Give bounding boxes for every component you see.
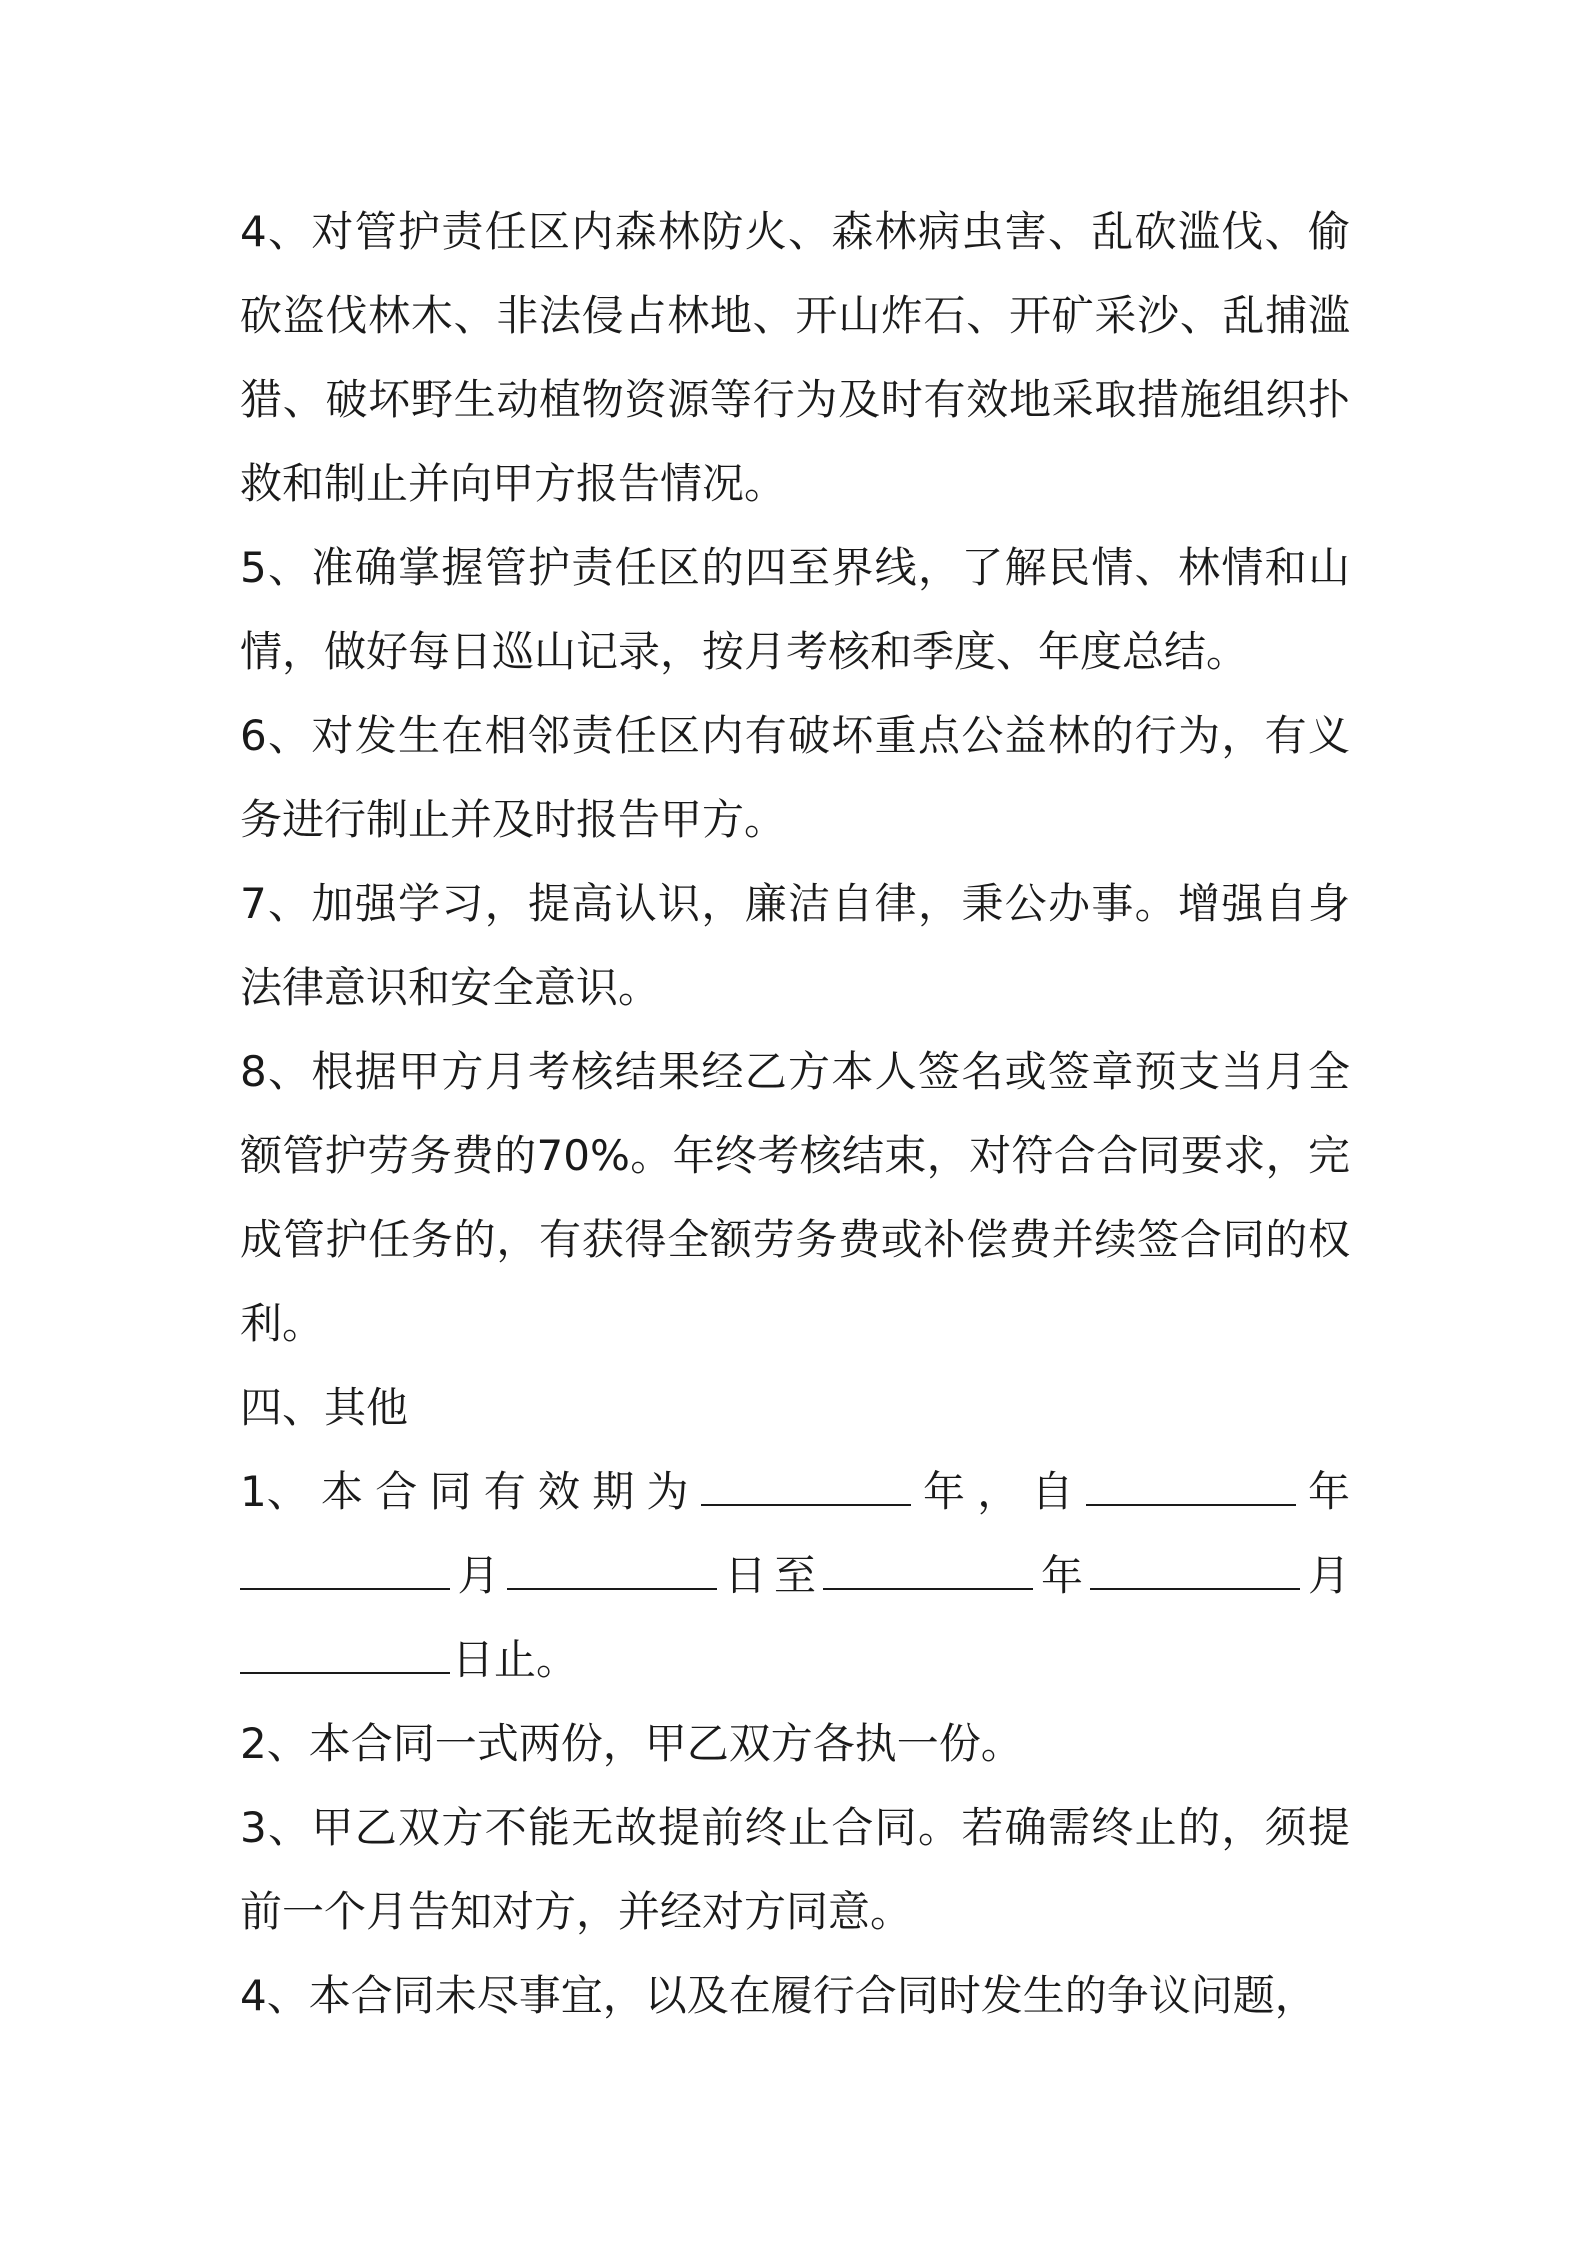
term-char: 有	[483, 1467, 526, 1516]
term-to-label: 至	[773, 1551, 816, 1600]
term-char: 本	[320, 1467, 363, 1516]
other-clause-4: 4、本合同未尽事宜，以及在履行合同时发生的争议问题，	[240, 1971, 1317, 2020]
blank-field[interactable]	[240, 1638, 450, 1674]
blank-field[interactable]	[701, 1470, 911, 1506]
term-char: 期	[592, 1467, 635, 1516]
blank-field[interactable]	[507, 1554, 717, 1590]
term-end-label: 日止。	[452, 1635, 579, 1684]
other-clause-2: 2、本合同一式两份，甲乙双方各执一份。	[240, 1719, 1023, 1768]
other-clause-3: 3、甲乙双方不能无故提前终止合同。若确需终止的，须提前一个月告知对方，并经对方同意。	[240, 1803, 1350, 1936]
contract-term-clause	[240, 1450, 1350, 1702]
clause-6: 6、对发生在相邻责任区内有破坏重点公益林的行为，有义务进行制止并及时报告甲方。	[240, 711, 1350, 844]
blank-field[interactable]	[240, 1554, 450, 1590]
blank-field[interactable]	[1090, 1554, 1300, 1590]
term-year-label: 年	[922, 1467, 965, 1516]
blank-field[interactable]	[1086, 1470, 1296, 1506]
term-month-label: 月	[457, 1551, 500, 1600]
term-day-label: 日	[724, 1551, 767, 1600]
document-page	[240, 190, 1350, 2038]
term-line-2	[240, 1534, 1350, 1618]
term-from-label: 自	[1031, 1467, 1074, 1516]
term-char: 效	[537, 1467, 580, 1516]
term-char: 为	[646, 1467, 689, 1516]
term-month-label: 月	[1307, 1551, 1350, 1600]
term-char: 合	[375, 1467, 418, 1516]
clause-4: 4、对管护责任区内森林防火、森林病虫害、乱砍滥伐、偷砍盗伐林木、非法侵占林地、开山炸石、开矿采沙、乱捕滥猎、破坏野生动植物资源等行为及时有效地采取措施组织扑救和制止并向甲方报告情况。	[240, 207, 1350, 508]
term-comma: ，	[977, 1467, 1020, 1516]
term-char: 同	[429, 1467, 472, 1516]
clause-8: 8、根据甲方月考核结果经乙方本人签名或签章预支当月全额管护劳务费的70%。年终考核结束，对符合合同要求，完成管护任务的，有获得全额劳务费或补偿费并续签合同的权利。	[240, 1047, 1350, 1348]
term-line-1	[240, 1450, 1350, 1534]
clause-5: 5、准确掌握管护责任区的四至界线，了解民情、林情和山情，做好每日巡山记录，按月考核和季度、年度总结。	[240, 543, 1350, 676]
clause-7: 7、加强学习，提高认识，廉洁自律，秉公办事。增强自身法律意识和安全意识。	[240, 879, 1350, 1012]
section-heading-other: 四、其他	[240, 1383, 409, 1432]
blank-field[interactable]	[823, 1554, 1033, 1590]
term-year-label: 年	[1307, 1467, 1350, 1516]
term-prefix: 1、	[240, 1467, 309, 1516]
term-year-label: 年	[1040, 1551, 1083, 1600]
term-line-3	[240, 1618, 1350, 1702]
